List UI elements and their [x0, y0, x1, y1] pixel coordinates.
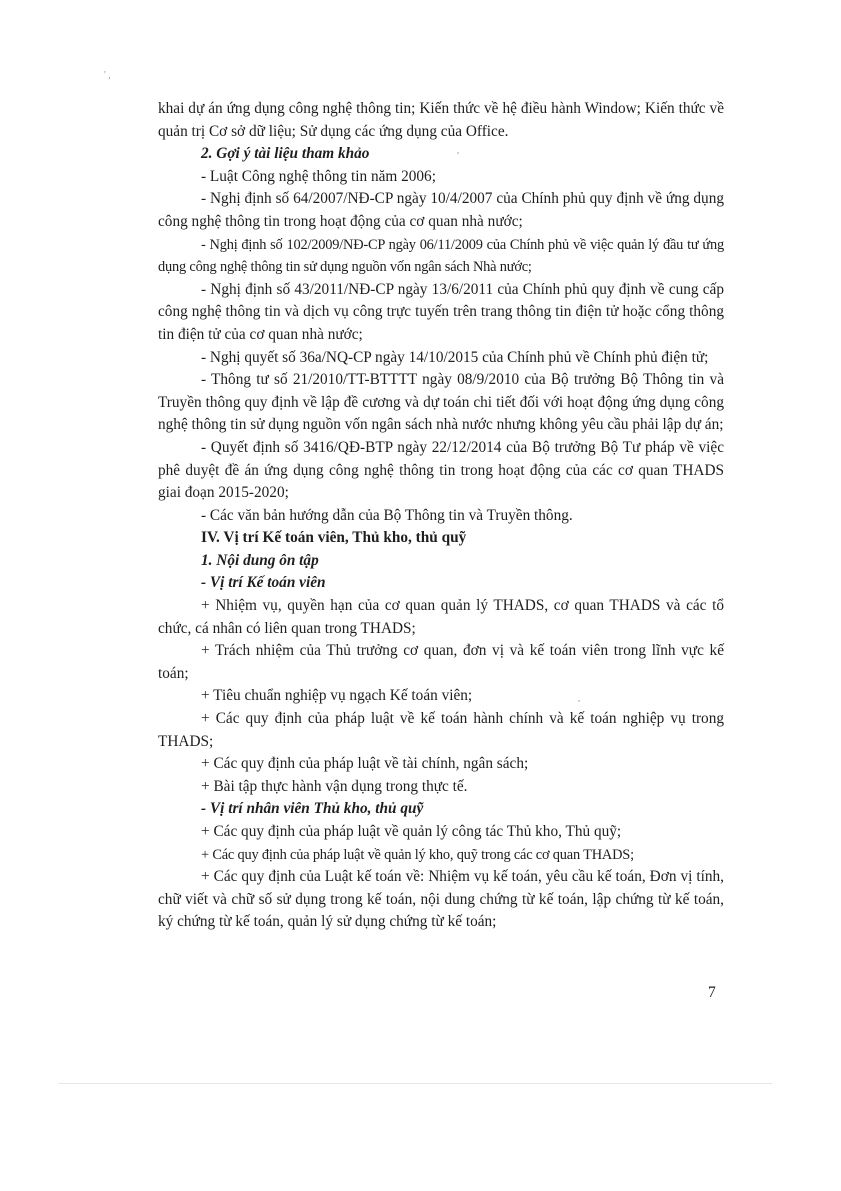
page-number: 7 — [708, 984, 716, 1001]
reference-item: - Luật Công nghệ thông tin năm 2006; — [201, 167, 436, 185]
content-item: + Các quy định của pháp luật về tài chính, ngân sách; — [201, 755, 529, 773]
scan-mark: ' , — [104, 70, 111, 81]
content-item: + Tiêu chuẩn nghiệp vụ ngạch Kế toán viên; — [201, 687, 473, 705]
section-heading: 2. Gợi ý tài liệu tham khảo — [201, 145, 370, 163]
subsection-heading: - Vị trí nhân viên Thủ kho, thủ quỹ — [201, 800, 424, 818]
chapter-heading: IV. Vị trí Kế toán viên, Thủ kho, thủ quỹ — [201, 529, 467, 547]
reference-item: - Các văn bản hướng dẫn của Bộ Thông tin và Truyền thông. — [201, 506, 573, 524]
paragraph: khai dự án ứng dụng công nghệ thông tin; Kiến thức về hệ điều hành Window; Kiến thức về quản trị Cơ sở dữ liệu; Sử dụng các ứng dụng của Office. — [158, 100, 724, 140]
reference-item: - Nghị quyết số 36a/NQ-CP ngày 14/10/2015 của Chính phủ về Chính phủ điện tử; — [201, 348, 709, 366]
reference-item: - Nghị định số 43/2011/NĐ-CP ngày 13/6/2011 của Chính phủ quy định về cung cấp công nghệ thông tin và dịch vụ công trực tuyến trên trang thông tin điện tử hoặc cổng thông tin điện tử của cơ quan nhà nước; — [158, 280, 724, 343]
content-item: + Bài tập thực hành vận dụng trong thực tế. — [201, 777, 468, 795]
reference-item: - Nghị định số 102/2009/NĐ-CP ngày 06/11/2009 của Chính phủ về việc quản lý đầu tư ứng dụng công nghệ thông tin sử dụng nguồn vốn ngân sách Nhà nước; — [158, 236, 724, 276]
content-item: + Các quy định của Luật kế toán về: Nhiệm vụ kế toán, yêu cầu kế toán, Đơn vị tính, chữ viết và chữ số sử dụng trong kế toán, nội dung chứng từ kế toán, lập chứng từ kế toán, ký chứng từ kế toán, quản lý sử dụng chứng từ kế toán; — [158, 868, 724, 931]
content-item: + Các quy định của pháp luật về quản lý công tác Thủ kho, Thủ quỹ; — [201, 823, 622, 840]
subsection-heading: - Vị trí Kế toán viên — [201, 574, 326, 592]
scan-edge-line — [58, 1083, 772, 1084]
document-body — [158, 98, 724, 934]
content-item: + Các quy định của pháp luật về quản lý kho, quỹ trong các cơ quan THADS; — [201, 846, 634, 863]
content-item: + Các quy định của pháp luật về kế toán hành chính và kế toán nghiệp vụ trong THADS; — [158, 710, 724, 750]
reference-item: - Quyết định số 3416/QĐ-BTP ngày 22/12/2014 của Bộ trưởng Bộ Tư pháp về việc phê duyệt đề án ứng dụng công nghệ thông tin trong hoạt động của các cơ quan THADS giai đoạn 2015-2020; — [158, 438, 724, 502]
content-item: + Trách nhiệm của Thủ trưởng cơ quan, đơn vị và kế toán viên trong lĩnh vực kế toán; — [158, 642, 724, 682]
section-heading: 1. Nội dung ôn tập — [201, 551, 319, 569]
content-item: + Nhiệm vụ, quyền hạn của cơ quan quản lý THADS, cơ quan THADS và các tổ chức, cá nhân có liên quan trong THADS; — [158, 597, 724, 637]
reference-item: - Nghị định số 64/2007/NĐ-CP ngày 10/4/2007 của Chính phủ quy định về ứng dụng công nghệ thông tin trong hoạt động của cơ quan nhà nước; — [158, 190, 724, 230]
reference-item: - Thông tư số 21/2010/TT-BTTTT ngày 08/9/2010 của Bộ trưởng Bộ Thông tin và Truyền thông quy định về lập đề cương và dự toán chi tiết đối với hoạt động ứng dụng công nghệ thông tin sử dụng nguồn vốn ngân sách nhà nước nhưng không yêu cầu phải lập dự án; — [158, 371, 724, 434]
